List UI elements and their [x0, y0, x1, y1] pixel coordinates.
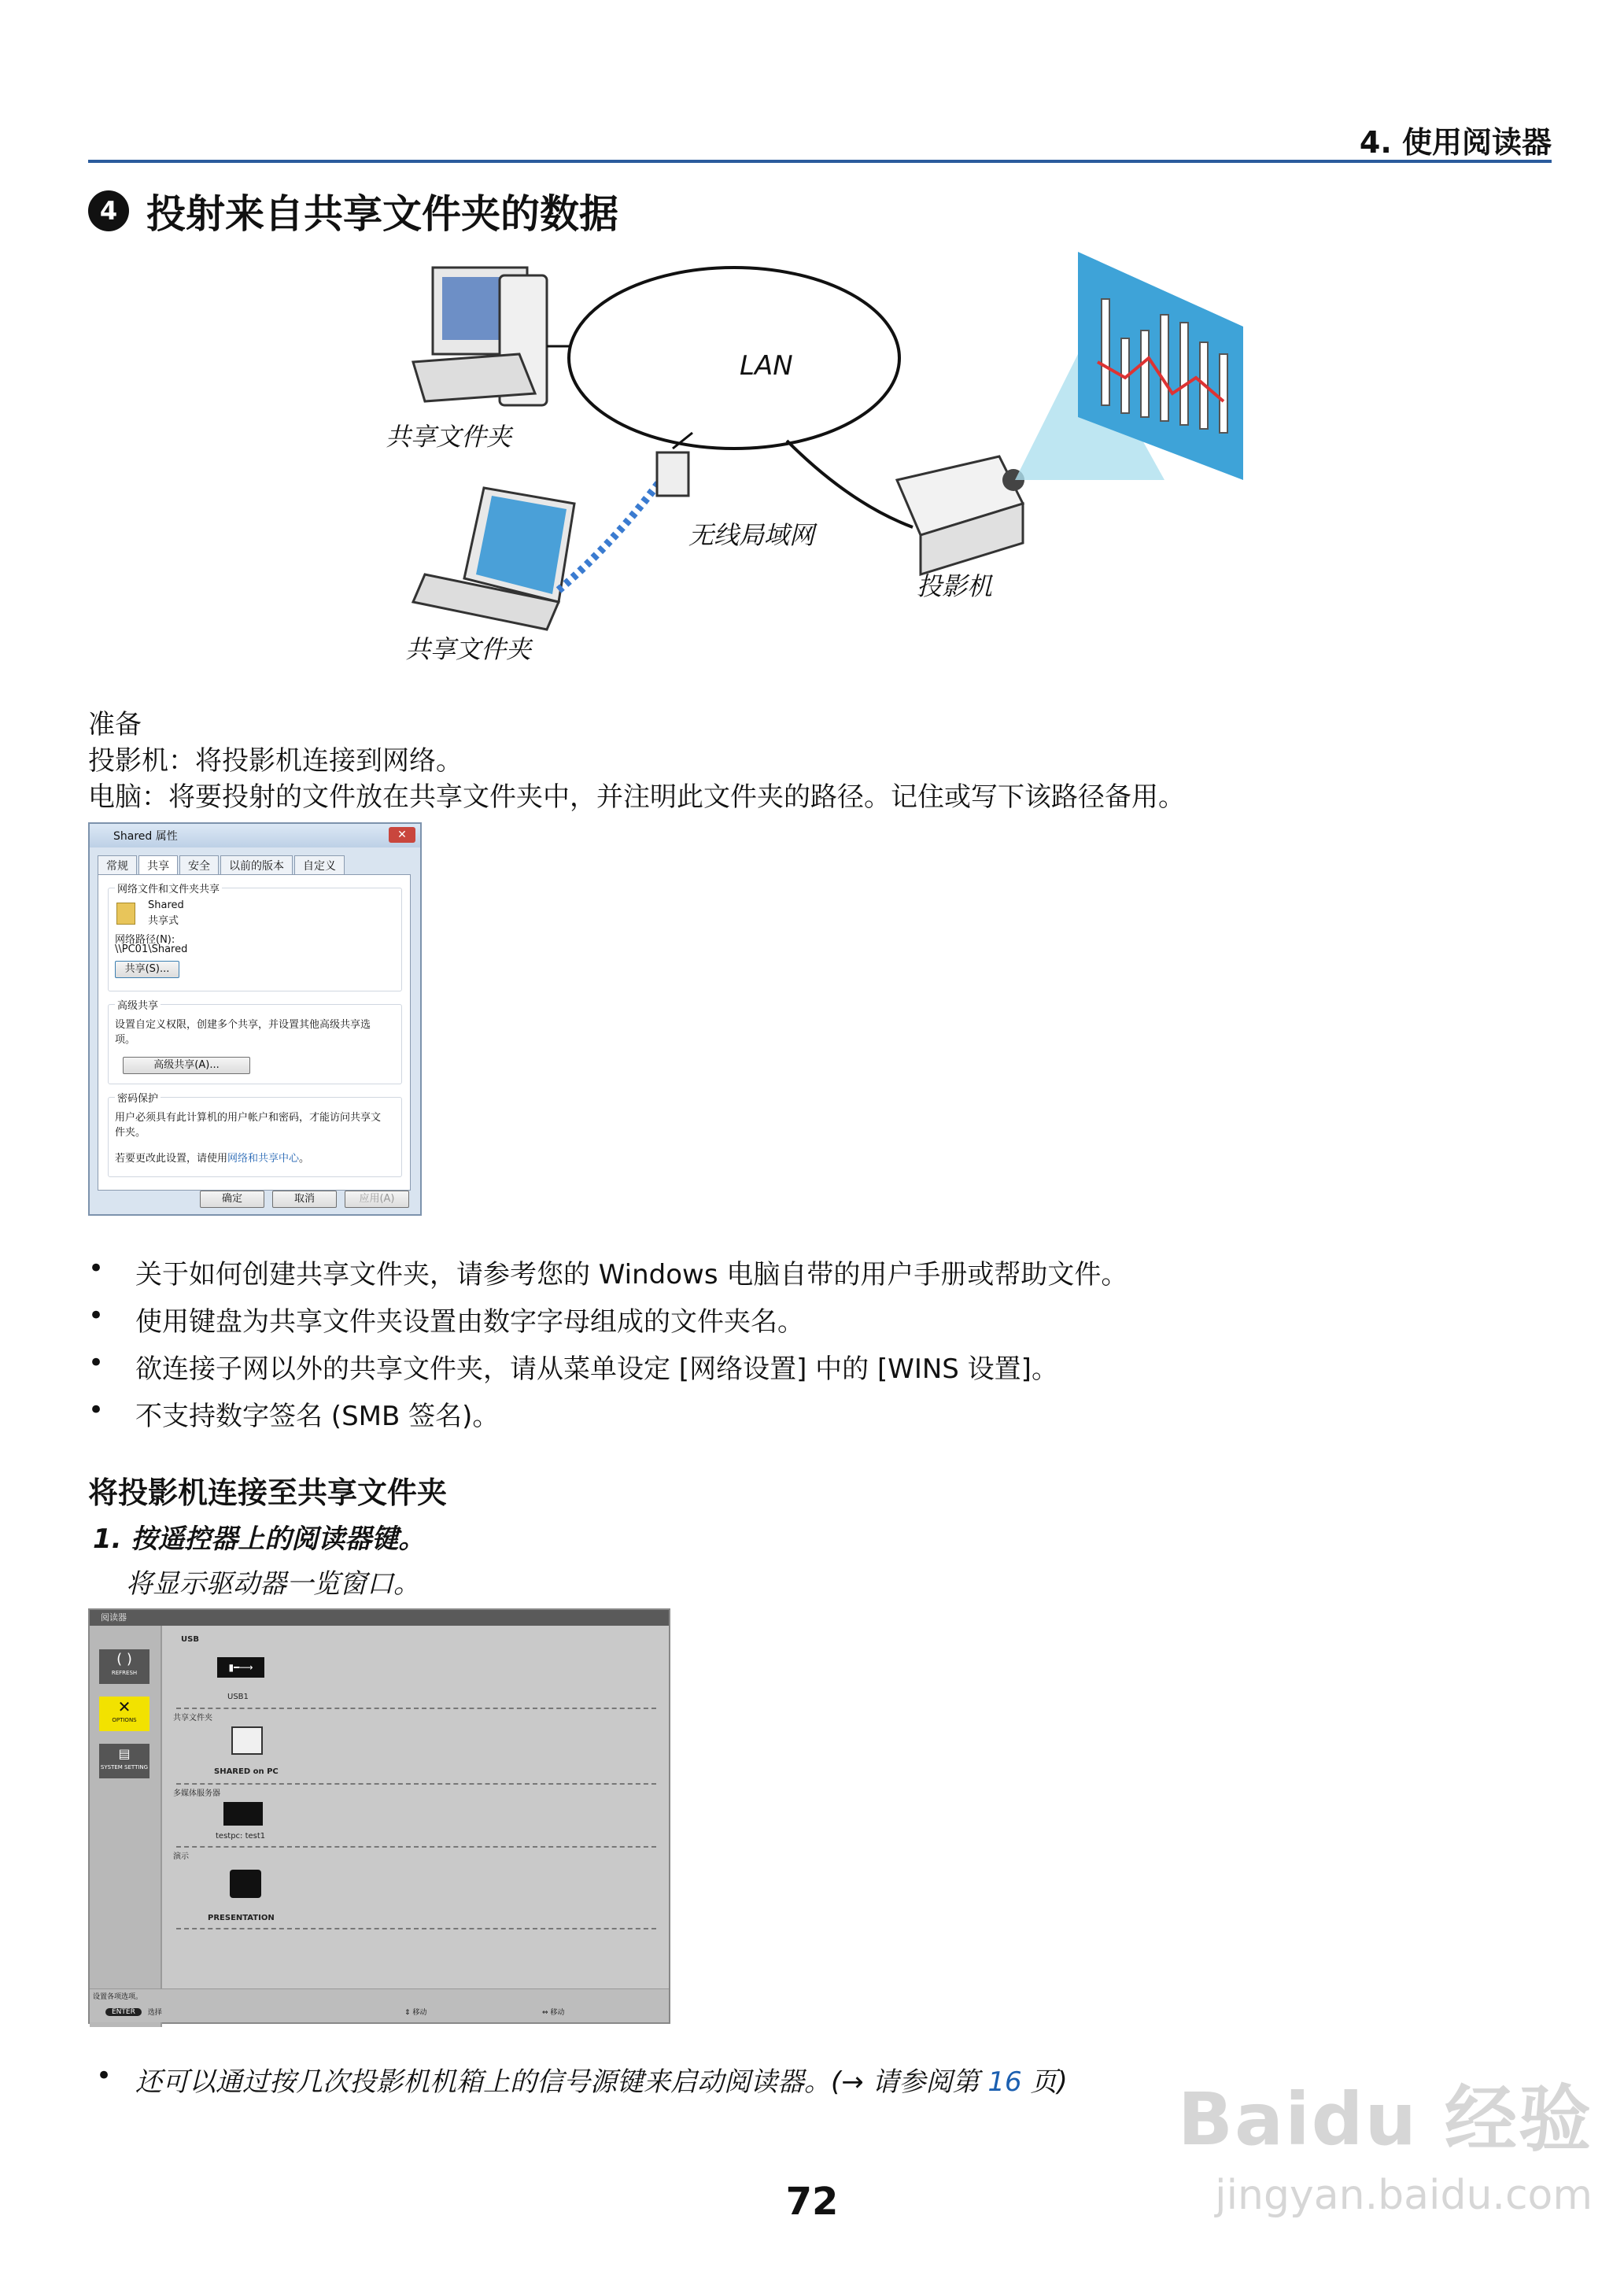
note-item: • 关于如何创建共享文件夹，请参考您的 Windows 电脑自带的用户手册或帮助文件。 — [135, 1253, 1128, 1291]
leftright-icon: ⇔ — [542, 2009, 551, 2017]
hint-prefix: 若要更改此设置，请使用 — [115, 1153, 228, 1165]
hint-select-label: 选择 — [147, 2009, 162, 2017]
projector-icon — [897, 456, 1024, 574]
reader-status-bar — [90, 1988, 669, 2022]
reader-title: 阅读器 — [90, 1610, 669, 1626]
ok-button[interactable]: 确定 — [200, 1191, 264, 1208]
laptop-shared-folder-label: 共享文件夹 — [405, 634, 532, 664]
projector-label: 投影机 — [917, 571, 993, 601]
folder-icon — [116, 903, 135, 925]
divider — [176, 1783, 656, 1785]
header-rule — [88, 160, 1552, 163]
media-server-section-label: 多媒体服务器 — [173, 1789, 220, 1798]
desktop-pc-icon — [413, 268, 547, 405]
system-setting-label: SYSTEM SETTING — [100, 1764, 149, 1771]
shared-item-label: SHARED on PC — [214, 1767, 279, 1776]
wireless-lan-label: 无线局域网 — [688, 520, 815, 550]
system-setting-button[interactable] — [99, 1744, 149, 1778]
reader-sidebar — [90, 1626, 162, 2027]
shared-folder-icon[interactable] — [231, 1726, 263, 1755]
watermark-url: jingyan.baidu.com — [1215, 2172, 1593, 2219]
page-number: 72 — [785, 2180, 839, 2224]
network-path-label: 网络路径(N): — [115, 934, 175, 946]
section-heading: 将投影机连接至共享文件夹 — [88, 1475, 448, 1510]
folder-status: 共享式 — [148, 915, 179, 927]
divider — [176, 1928, 656, 1929]
refresh-button[interactable] — [99, 1649, 149, 1684]
hint-suffix: 。 — [299, 1153, 310, 1165]
dialog-title: Shared 属性 — [113, 830, 178, 843]
hint-move-vertical — [404, 2007, 426, 2017]
hint-move-label: 移动 — [550, 2009, 565, 2017]
divider — [176, 1846, 656, 1848]
prep-line-computer: 电脑：将要投射的文件放在共享文件夹中，并注明此文件夹的路径。记住或写下该路径备用。 — [88, 781, 1185, 813]
access-point-icon — [657, 452, 688, 496]
sharing-panel — [98, 874, 411, 1191]
tip-suffix: 页) — [1021, 2066, 1068, 2098]
divider — [176, 1708, 656, 1709]
pc-shared-folder-label: 共享文件夹 — [386, 422, 512, 452]
share-button[interactable]: 共享(S)... — [115, 961, 179, 978]
cancel-button[interactable]: 取消 — [272, 1191, 337, 1208]
network-sharing-group — [108, 884, 402, 991]
network-sharing-center-link[interactable]: 网络和共享中心 — [227, 1153, 300, 1165]
usb-drive-icon[interactable]: ▮━⟶ — [217, 1657, 264, 1678]
tab-previous-versions[interactable]: 以前的版本 — [220, 855, 293, 876]
network-diagram — [378, 244, 1243, 677]
apply-button[interactable]: 应用(A) — [345, 1191, 409, 1208]
dialog-tabs — [98, 855, 346, 876]
tip-text: 还可以通过按几次投影机机箱上的信号源键来启动阅读器。(→ 请参阅第 — [135, 2066, 988, 2098]
tip-note — [96, 2060, 1068, 2099]
tab-sharing[interactable]: 共享 — [138, 855, 178, 876]
hint-move-horizontal — [542, 2007, 564, 2017]
media-server-icon[interactable] — [223, 1802, 263, 1826]
step-1-label: 1. 按遥控器上的阅读器键。 — [93, 1523, 426, 1555]
lan-cable — [787, 441, 913, 527]
laptop-icon — [413, 488, 574, 630]
demo-section-label: 演示 — [173, 1852, 189, 1861]
group-label: 网络文件和文件夹共享 — [115, 881, 222, 895]
wireless-signal — [559, 480, 661, 590]
page-title — [88, 183, 618, 239]
advanced-sharing-group — [108, 1000, 402, 1084]
chapter-header: 4. 使用阅读器 — [1359, 125, 1552, 160]
password-protection-hint — [115, 1150, 309, 1165]
prep-line-projector: 投影机：将投影机连接到网络。 — [88, 745, 463, 777]
options-label: OPTIONS — [112, 1717, 137, 1723]
hint-select — [105, 2007, 162, 2017]
options-button[interactable] — [99, 1697, 149, 1731]
advanced-sharing-text: 设置自定义权限，创建多个共享，并设置其他高级共享选项。 — [115, 1019, 371, 1046]
presentation-item-label: PRESENTATION — [208, 1914, 275, 1922]
settings-icon: ▤ — [118, 1746, 131, 1761]
bullet-icon: • — [96, 2060, 113, 2092]
tab-security[interactable]: 安全 — [179, 855, 219, 876]
password-protection-text: 用户必须具有此计算机的用户帐户和密码，才能访问共享文件夹。 — [115, 1112, 382, 1139]
status-text: 设置各项选项。 — [93, 1993, 143, 2001]
network-path-value: \\PC01\Shared — [115, 943, 188, 955]
advanced-sharing-button[interactable]: 高级共享(A)... — [123, 1057, 250, 1074]
lan-label: LAN — [740, 350, 793, 382]
media-server-item-label: testpc: test1 — [216, 1832, 266, 1841]
prep-heading: 准备 — [88, 709, 142, 740]
tools-icon: ✕ — [117, 1697, 131, 1716]
usb-item-label: USB1 — [227, 1693, 249, 1701]
updown-icon: ⇕ — [404, 2009, 413, 2017]
shared-section-label: 共享文件夹 — [173, 1714, 212, 1723]
dialog-titlebar — [90, 824, 420, 847]
close-icon[interactable]: ✕ — [389, 827, 415, 843]
group-label: 密码保护 — [115, 1090, 161, 1105]
hint-move-label: 移动 — [412, 2009, 427, 2017]
refresh-label: REFRESH — [111, 1670, 138, 1676]
refresh-icon: ( ) — [116, 1651, 132, 1667]
tab-general[interactable]: 常规 — [98, 855, 137, 876]
password-protection-group — [108, 1093, 402, 1177]
tab-customize[interactable]: 自定义 — [294, 855, 345, 876]
shared-properties-dialog — [88, 822, 422, 1216]
note-item: • 使用键盘为共享文件夹设置由数字字母组成的文件夹名。 — [135, 1300, 804, 1339]
step-1-description: 将显示驱动器一览窗口。 — [126, 1568, 420, 1600]
presentation-folder-icon[interactable] — [230, 1870, 261, 1898]
lan-ellipse — [569, 268, 899, 449]
page-reference-link[interactable]: 16 — [987, 2066, 1022, 2098]
note-item: • 不支持数字签名 (SMB 签名)。 — [135, 1394, 499, 1433]
watermark-logo: Baidu 经验 — [1177, 2077, 1593, 2162]
enter-key-icon: ENTER — [105, 2008, 142, 2016]
note-item: • 欲连接子网以外的共享文件夹，请从菜单设定 [网络设置] 中的 [WINS 设置]。 — [135, 1347, 1058, 1386]
group-label: 高级共享 — [115, 997, 161, 1012]
title-text: 投射来自共享文件夹的数据 — [146, 191, 618, 237]
usb-section-label: USB — [181, 1635, 199, 1644]
title-number-badge: 4 — [88, 190, 129, 231]
folder-name: Shared — [148, 899, 184, 911]
reader-window — [88, 1608, 670, 2024]
